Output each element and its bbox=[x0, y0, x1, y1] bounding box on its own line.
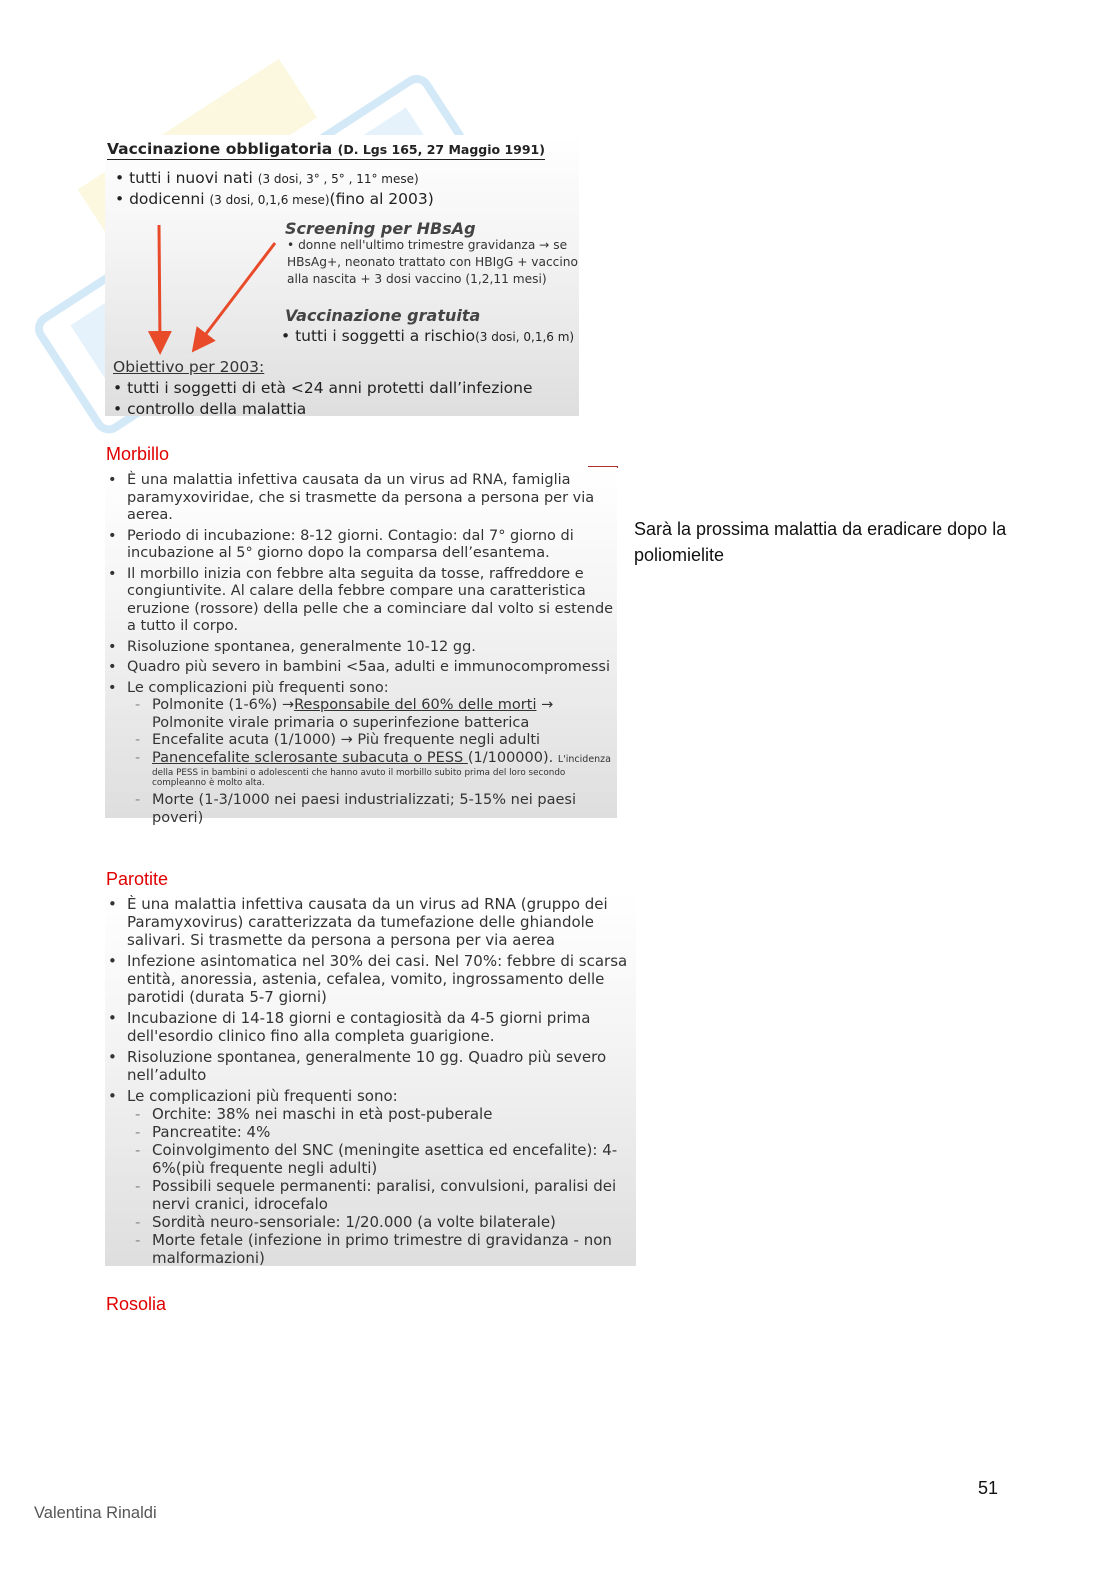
line-dodicenni-tail: (fino al 2003) bbox=[329, 190, 434, 208]
parotite-complication-2: - Pancreatite: 4% bbox=[127, 1123, 633, 1141]
section-heading-morbillo: Morbillo bbox=[106, 444, 170, 464]
line-nuovi-nati-doses: (3 dosi, 3° , 5° , 11° mese) bbox=[257, 172, 419, 186]
slide-parotite bbox=[105, 893, 636, 1266]
line-dodicenni-main: • dodicenni bbox=[115, 190, 210, 208]
line-dodicenni-doses: (3 dosi, 0,1,6 mese) bbox=[209, 193, 330, 207]
parotite-complications-list bbox=[127, 1105, 633, 1267]
complication-3-underlined: Panencefalite sclerosante subacuta o PESS bbox=[152, 749, 468, 766]
complication-3-note: della PESS in bambini o adolescenti che hanno avuto il morbillo subito prima del loro secondo compleanno è molto alta. bbox=[152, 768, 566, 788]
parotite-bullet-1: • È una malattia infettiva causata da un virus ad RNA (gruppo dei Paramyxovirus) caratterizzata da tumefazione delle ghiandole salivari. Si trasmette da persona a persona per via aerea bbox=[105, 895, 633, 949]
morbillo-complication-2: - Encefalite acuta (1/1000) → Più frequente negli adulti bbox=[127, 732, 615, 750]
vaccinazione-gratuita-doses: (3 dosi, 0,1,6 m) bbox=[475, 330, 575, 344]
vaccinazione-gratuita-title: Vaccinazione gratuita bbox=[285, 306, 481, 325]
parotite-bullet-2: • Infezione asintomatica nel 30% dei casi. Nel 70%: febbre di scarsa entità, anoressia, astenia, cefalea, vomito, ingrossamento delle parotidi (durata 5-7 giorni) bbox=[105, 952, 633, 1006]
parotite-complication-3: - Coinvolgimento del SNC (meningite asettica ed encefalite): 4-6%(più frequente negli adulti) bbox=[127, 1141, 633, 1177]
morbillo-complication-4: - Morte (1-3/1000 nei paesi industrializzati; 5-15% nei paesi poveri) bbox=[127, 792, 615, 827]
objective-item-2: • controllo della malattia bbox=[113, 400, 307, 418]
slide-title-text: Vaccinazione obbligatoria bbox=[107, 140, 333, 158]
objective-item-1: • tutti i soggetti di età <24 anni protetti dall’infezione bbox=[113, 379, 533, 397]
line-dodicenni bbox=[115, 190, 434, 208]
slide-vaccinazione-obbligatoria bbox=[105, 135, 579, 416]
slide-title-reference: (D. Lgs 165, 27 Maggio 1991) bbox=[337, 142, 545, 157]
parotite-complication-6: - Morte fetale (infezione in primo trimestre di gravidanza - non malformazioni) bbox=[127, 1231, 633, 1267]
morbillo-complication-3 bbox=[127, 750, 615, 789]
parotite-bullet-3: • Incubazione di 14-18 giorni e contagiosità da 4-5 giorni prima dell'esordio clinico fino alla completa guarigione. bbox=[105, 1009, 633, 1045]
parotite-complications-heading: Le complicazioni più frequenti sono: bbox=[127, 1087, 398, 1105]
complication-1-end: → Polmonite virale primaria o superinfezione batterica bbox=[152, 697, 554, 731]
screening-title: Screening per HBsAg bbox=[285, 219, 476, 238]
parotite-complication-1: - Orchite: 38% nei maschi in età post-puberale bbox=[127, 1105, 633, 1123]
morbillo-bullet-1: • È una malattia infettiva causata da un virus ad RNA, famiglia paramyxoviridae, che si trasmette da persona a persona per via aerea. bbox=[105, 472, 615, 525]
morbillo-complications-heading: Le complicazioni più frequenti sono: bbox=[127, 679, 389, 696]
parotite-bullet-4: • Risoluzione spontanea, generalmente 10 gg. Quadro più severo nell’adulto bbox=[105, 1048, 633, 1084]
morbillo-bullet-3: • Il morbillo inizia con febbre alta seguita da tosse, raffreddore e congiuntivite. Al calare della febbre compare una caratteristica eruzione (rossore) della pelle che a cominciare dal volto si estende a tutto il corpo. bbox=[105, 566, 615, 636]
line-nuovi-nati-main: • tutti i nuovi nati bbox=[115, 169, 258, 187]
page-number: 51 bbox=[978, 1478, 999, 1498]
morbillo-bullet-6 bbox=[105, 680, 615, 828]
morbillo-bullet-4: • Risoluzione spontanea, generalmente 10-12 gg. bbox=[105, 639, 615, 657]
parotite-complication-4: - Possibili sequele permanenti: paralisi, convulsioni, paralisi dei nervi cranici, idrocefalo bbox=[127, 1177, 633, 1213]
footer-author: Valentina Rinaldi bbox=[34, 1504, 157, 1522]
complication-3-note-start: L'incidenza bbox=[557, 753, 611, 765]
line-nuovi-nati bbox=[115, 169, 419, 187]
screening-text: • donne nell'ultimo trimestre gravidanza → se HBsAg+, neonato trattato con HBIgG + vaccino alla nascita + 3 dosi vaccino (1,2,11 mesi) bbox=[287, 238, 578, 286]
morbillo-bullet-5: • Quadro più severo in bambini <5aa, adulti e immunocompromessi bbox=[105, 659, 615, 677]
complication-1-underlined: Responsabile del 60% delle morti bbox=[294, 697, 537, 713]
slide-morbillo bbox=[105, 467, 617, 826]
side-note: Sarà la prossima malattia da eradicare dopo la poliomielite bbox=[634, 519, 1007, 565]
morbillo-list bbox=[105, 472, 615, 830]
slide-title bbox=[107, 140, 545, 160]
parotite-bullet-5 bbox=[105, 1087, 633, 1267]
section-heading-parotite: Parotite bbox=[106, 869, 169, 889]
vaccinazione-gratuita-main: • tutti i soggetti a rischio bbox=[281, 327, 476, 345]
morbillo-complication-1 bbox=[127, 697, 615, 732]
morbillo-bullet-2: • Periodo di incubazione: 8-12 giorni. Contagio: dal 7° giorno di incubazione al 5° giorno dopo la comparsa dell’esantema. bbox=[105, 528, 615, 563]
parotite-list bbox=[105, 895, 633, 1270]
arrow-down-left bbox=[159, 225, 160, 343]
objective-title: Obiettivo per 2003: bbox=[113, 358, 265, 376]
arrow-diagonal bbox=[199, 243, 275, 343]
morbillo-complications-list bbox=[127, 697, 615, 827]
vaccinazione-gratuita-text bbox=[281, 327, 574, 345]
complication-1-start: Polmonite (1-6%) → bbox=[152, 697, 295, 713]
complication-3-rate: (1/100000). bbox=[467, 749, 558, 766]
section-heading-rosolia: Rosolia bbox=[106, 1294, 167, 1314]
parotite-complication-5: - Sordità neuro-sensoriale: 1/20.000 (a volte bilaterale) bbox=[127, 1213, 633, 1231]
